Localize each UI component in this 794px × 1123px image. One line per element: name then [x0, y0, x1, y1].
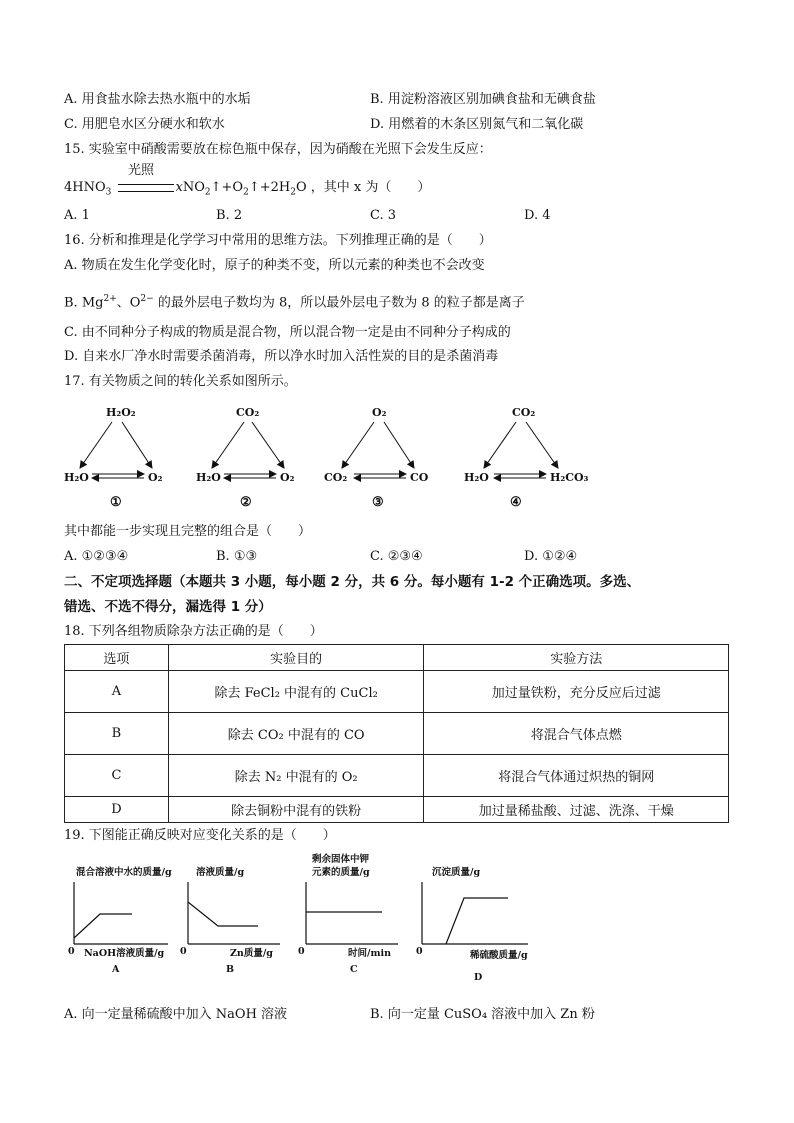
- q18-table: [64, 644, 729, 823]
- q19-option-a: A. 向一定量稀硫酸中加入 NaOH 溶液: [64, 1007, 288, 1022]
- q17-d3-top: O₂: [372, 406, 387, 419]
- q15-option-b: B. 2: [216, 208, 243, 223]
- q17-d2-left: H₂O: [196, 471, 221, 484]
- q16-option-a: A. 物质在发生化学变化时，原子的种类不变，所以元素的种类也不会改变: [64, 258, 485, 273]
- row-option: C: [65, 755, 169, 797]
- q19-b-ylabel: 溶液质量/g: [196, 867, 245, 878]
- q17-d2-top: CO₂: [236, 406, 260, 419]
- q14-option-b: B. 用淀粉溶液区别加碘食盐和无碘食盐: [370, 92, 596, 107]
- q19-a-ylabel: 混合溶液中水的质量/g: [76, 867, 172, 878]
- q19-c-ylabel2: 元素的质量/g: [312, 867, 370, 878]
- q19-c-origin: 0: [298, 946, 305, 957]
- table-header-row: [65, 645, 729, 671]
- header-option: 选项: [65, 645, 169, 671]
- q17-d3-left: CO₂: [324, 471, 348, 484]
- q17-option-d: D. ①②④: [524, 549, 578, 564]
- section2-heading-line1: 二、不定项选择题（本题共 3 小题，每小题 2 分，共 6 分。每小题有 1-2 个正确选项。多选、: [64, 574, 641, 590]
- header-goal: 实验目的: [168, 645, 424, 671]
- q17-d4-left: H₂O: [464, 471, 489, 484]
- q16-option-b: B. $Mg^{2+}$、$O^{2-}$ 的最外层电子数均为 8，所以最外层电子数为 8 的粒子都是离子: [64, 294, 525, 311]
- table-row: [65, 797, 729, 823]
- q19-graph-d: [416, 866, 528, 983]
- row-option: B: [65, 713, 169, 755]
- q19-c-letter: C: [350, 964, 358, 975]
- row-goal: 除去铜粉中混有的铁粉: [168, 797, 424, 823]
- row-method: 将混合气体通过炽热的铜网: [424, 755, 729, 797]
- q15-option-c: C. 3: [370, 208, 397, 223]
- row-method: 加过量稀盐酸、过滤、洗涤、干燥: [424, 797, 729, 823]
- q17-diagram-1: [64, 406, 163, 510]
- q16-b-prefix: B.: [64, 295, 82, 311]
- q15-option-d: D. 4: [524, 208, 551, 223]
- row-method: 将混合气体点燃: [424, 713, 729, 755]
- q17-option-a: A. ①②③④: [64, 549, 129, 564]
- q19-a-letter: A: [112, 964, 120, 975]
- header-method: 实验方法: [424, 645, 729, 671]
- q19-b-letter: B: [226, 964, 235, 975]
- q15-equation: $4HNO_3$ $xNO_2↑+O_2↑+2H_2O$ ，其中 x 为（ ）: [64, 180, 431, 198]
- q17-d4-right: H₂CO₃: [550, 471, 589, 484]
- q19-d-origin: 0: [416, 946, 423, 957]
- q15-rhs-tail: ，其中 x 为（ ）: [310, 180, 431, 195]
- q17-d1-left: H₂O: [64, 471, 89, 484]
- q19-a-origin: 0: [68, 946, 75, 957]
- q14-option-d: D. 用燃着的木条区别氮气和二氧化碳: [370, 117, 584, 132]
- row-method: 加过量铁粉，充分反应后过滤: [424, 671, 729, 713]
- row-option: A: [65, 671, 169, 713]
- q19-graph-c: [298, 853, 398, 975]
- q15-condition: 光照: [128, 163, 155, 178]
- q17-option-b: B. ①③: [216, 549, 258, 564]
- table-row: [65, 671, 729, 713]
- q19-d-ylabel: 沉淀质量/g: [432, 867, 481, 878]
- q16-stem: 16. 分析和推理是化学学习中常用的思维方法。下列推理正确的是（ ）: [64, 233, 492, 248]
- q17-diagram-4: [464, 406, 589, 510]
- q18-stem: 18. 下列各组物质除杂方法正确的是（ ）: [64, 624, 323, 639]
- q17-diagram-3: [324, 406, 429, 510]
- q19-d-letter: D: [474, 972, 483, 983]
- q17-option-c: C. ②③④: [370, 549, 423, 564]
- q19-c-ylabel1: 剩余固体中钾: [312, 854, 370, 865]
- row-goal: 除去 CO₂ 中混有的 CO: [168, 713, 424, 755]
- q14-option-c: C. 用肥皂水区分硬水和软水: [64, 117, 225, 132]
- q17-diagrams: [60, 398, 620, 516]
- section2-heading-line2: 错选、不选不得分，漏选得 1 分）: [64, 599, 272, 615]
- q16-option-d: D. 自来水厂净水时需要杀菌消毒，所以净水时加入活性炭的目的是杀菌消毒: [64, 349, 499, 364]
- q17-d3-num: ③: [372, 495, 384, 510]
- q19-d-xlabel: 稀硫酸质量/g: [470, 950, 528, 961]
- q19-graphs: [60, 852, 560, 987]
- q14-option-a: A. 用食盐水除去热水瓶中的水垢: [64, 92, 251, 107]
- row-goal: 除去 FeCl₂ 中混有的 CuCl₂: [168, 671, 424, 713]
- q15-lhs: 4HNO: [64, 180, 106, 195]
- row-goal: 除去 N₂ 中混有的 O₂: [168, 755, 424, 797]
- q17-d1-right: O₂: [148, 471, 163, 484]
- q17-stem: 17. 有关物质之间的转化关系如图所示。: [64, 374, 297, 389]
- q17-d4-num: ④: [510, 495, 522, 510]
- q19-option-b: B. 向一定量 CuSO₄ 溶液中加入 Zn 粉: [370, 1007, 595, 1022]
- q17-diagram-2: [196, 406, 295, 510]
- q16-b-tail: 的最外层电子数均为 8，所以最外层电子数为 8 的粒子都是离子: [157, 295, 525, 311]
- q17-d2-right: O₂: [280, 471, 295, 484]
- q17-d3-right: CO: [410, 471, 429, 484]
- table-row: [65, 755, 729, 797]
- q19-graph-a: [68, 866, 172, 975]
- q17-d2-num: ②: [240, 495, 252, 510]
- q17-d1-num: ①: [110, 495, 122, 510]
- q15-stem: 15. 实验室中硝酸需要放在棕色瓶中保存，因为硝酸在光照下会发生反应：: [64, 142, 492, 157]
- q19-c-xlabel: 时间/min: [348, 948, 392, 959]
- row-option: D: [65, 797, 169, 823]
- table-row: [65, 713, 729, 755]
- q17-d4-top: CO₂: [512, 406, 536, 419]
- q17-question: 其中都能一步实现且完整的组合是（ ）: [64, 524, 312, 539]
- q19-stem: 19. 下图能正确反映对应变化关系的是（ ）: [64, 828, 336, 843]
- q15-option-a: A. 1: [64, 208, 90, 223]
- q19-a-xlabel: NaOH溶液质量/g: [84, 948, 165, 959]
- q19-b-origin: 0: [180, 946, 187, 957]
- q19-b-xlabel: Zn质量/g: [230, 948, 273, 959]
- q16-option-c: C. 由不同种分子构成的物质是混合物，所以混合物一定是由不同种分子构成的: [64, 325, 511, 340]
- q17-d1-top: H₂O₂: [106, 406, 136, 419]
- q19-graph-b: [180, 866, 280, 975]
